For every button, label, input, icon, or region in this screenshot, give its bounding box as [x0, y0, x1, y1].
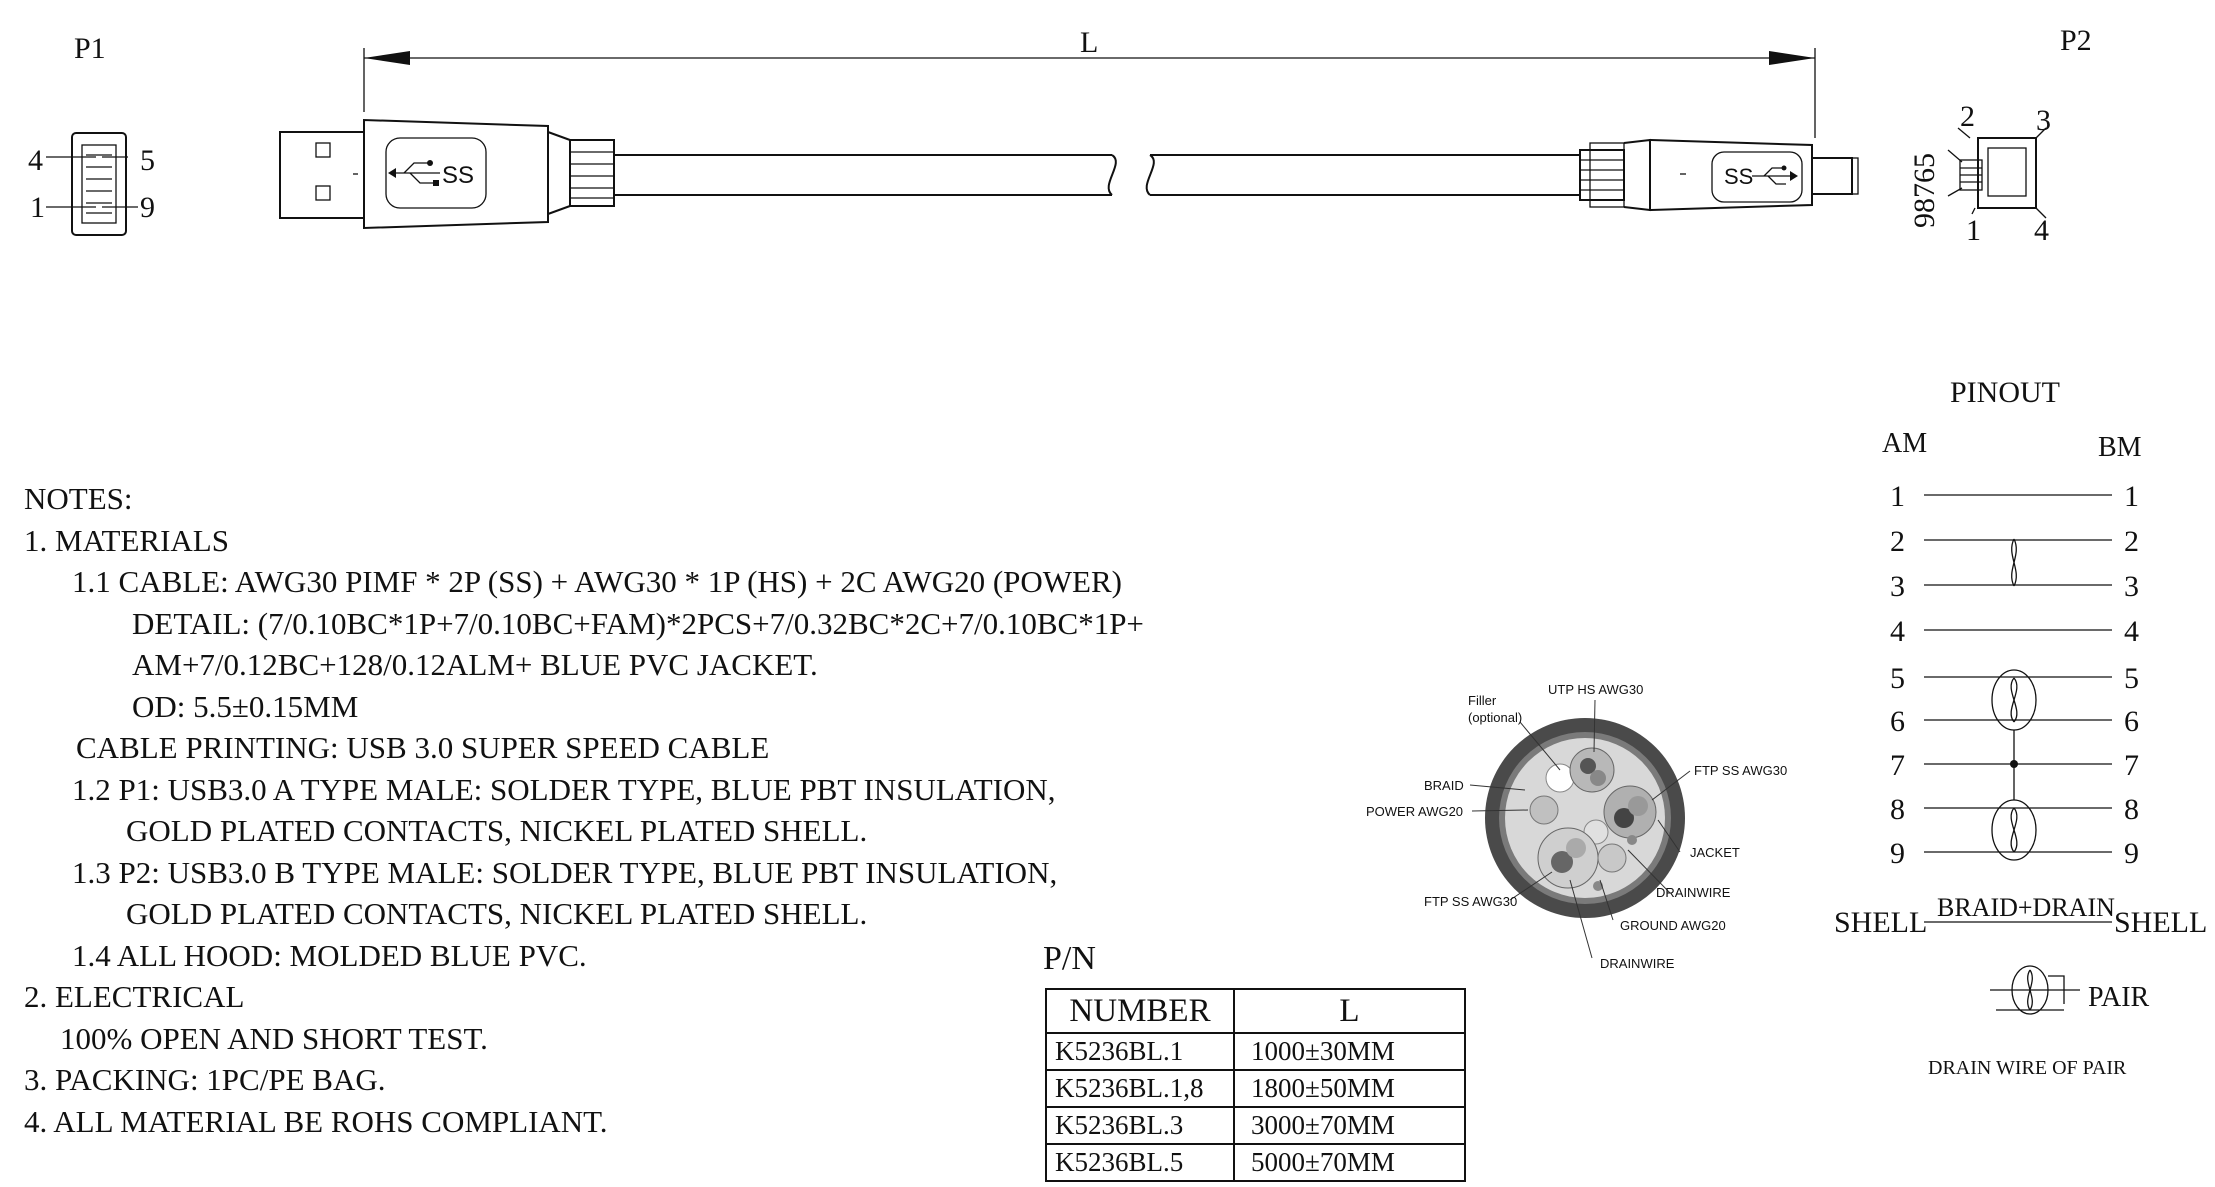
length-dimension [364, 26, 1815, 138]
p1-face-view [28, 133, 155, 235]
pn-header-number: NUMBER [1046, 989, 1234, 1033]
usb-a-plug [280, 120, 614, 228]
svg-text:UTP HS AWG30: UTP HS AWG30 [1548, 682, 1644, 697]
note-line: 1.1 CABLE: AWG30 PIMF * 2P (SS) + AWG30 * 1P (HS) + 2C AWG20 (POWER) [72, 564, 1122, 599]
svg-text:SS: SS [442, 162, 475, 189]
note-line: 1.4 ALL HOOD: MOLDED BLUE PVC. [72, 937, 587, 973]
p2-pin-2: 2 [1960, 100, 1975, 133]
pinout-bm-pin: 6 [2124, 705, 2139, 738]
pn-number: K5236BL.5 [1046, 1144, 1234, 1181]
pn-number: K5236BL.3 [1046, 1107, 1234, 1144]
usb-b-plug [1580, 140, 1858, 210]
pinout-bm-pin: 8 [2124, 793, 2139, 826]
note-line: 1. MATERIALS [24, 522, 229, 558]
pn-title: P/N [1043, 940, 1096, 977]
usb-ss-logo-right [1724, 164, 1798, 189]
note-line: 100% OPEN AND SHORT TEST. [60, 1020, 488, 1056]
pinout-am-pin: 2 [1890, 525, 1905, 558]
note-line: GOLD PLATED CONTACTS, NICKEL PLATED SHELL. [126, 813, 868, 848]
pair-legend [1928, 966, 2150, 1079]
note-line: GOLD PLATED CONTACTS, NICKEL PLATED SHELL. [126, 896, 868, 931]
usb-ss-logo-left [388, 160, 474, 189]
note-line: 1.3 P2: USB3.0 B TYPE MALE: SOLDER TYPE, BLUE PBT INSULATION, [72, 854, 1058, 890]
note-line: 3. PACKING: 1PC/PE BAG. [24, 1062, 386, 1097]
table-row [1046, 1107, 1465, 1144]
pinout-shell-link: BRAID+DRAIN [1937, 893, 2115, 922]
notes-block [24, 478, 1144, 1142]
p2-pin-1: 1 [1966, 214, 1981, 247]
svg-text:DRAINWIRE: DRAINWIRE [1656, 885, 1731, 900]
pn-header-row [1046, 989, 1465, 1033]
p2-pin-98765: 98765 [1908, 153, 1941, 228]
pinout-shell-right: SHELL [2114, 906, 2208, 939]
pinout-am-pin: 4 [1890, 615, 1905, 648]
p1-pin-1: 1 [30, 191, 45, 224]
pn-length: 1800±50MM [1234, 1070, 1465, 1107]
table-row [1046, 1033, 1465, 1070]
pinout-am-pin: 8 [1890, 793, 1905, 826]
pinout-am-pin: 6 [1890, 705, 1905, 738]
svg-text:FTP SS AWG30: FTP SS AWG30 [1694, 763, 1788, 778]
svg-text:DRAINWIRE: DRAINWIRE [1600, 956, 1675, 971]
p1-pin-4: 4 [28, 144, 43, 177]
svg-text:PAIR: PAIR [2088, 982, 2150, 1013]
pn-number: K5236BL.1 [1046, 1033, 1234, 1070]
table-row [1046, 1070, 1465, 1107]
pinout-am-pin: 7 [1890, 749, 1905, 782]
svg-text:JACKET: JACKET [1690, 845, 1740, 860]
note-line: AM+7/0.12BC+128/0.12ALM+ BLUE PVC JACKET. [132, 647, 818, 682]
pinout-am-header: AM [1882, 428, 1928, 459]
svg-text:GROUND AWG20: GROUND AWG20 [1620, 918, 1726, 933]
table-row [1046, 1144, 1465, 1181]
pn-length: 3000±70MM [1234, 1107, 1465, 1144]
pinout-bm-pin: 2 [2124, 525, 2139, 558]
note-line: 1.2 P1: USB3.0 A TYPE MALE: SOLDER TYPE, BLUE PBT INSULATION, [72, 771, 1056, 807]
notes-heading: NOTES: [24, 481, 133, 516]
p1-label: P1 [74, 32, 106, 65]
pinout-bm-pin: 7 [2124, 749, 2139, 782]
pinout-bm-pin: 3 [2124, 570, 2139, 603]
svg-text:Filler: Filler [1468, 693, 1497, 708]
pinout-bm-pin: 5 [2124, 662, 2139, 695]
p2-face-view [1908, 100, 2051, 247]
length-label: L [1080, 26, 1099, 59]
svg-text:SS: SS [1724, 164, 1754, 189]
cable-cross-section [1366, 682, 1787, 971]
note-line: OD: 5.5±0.15MM [132, 688, 359, 724]
pn-number: K5236BL.1,8 [1046, 1070, 1234, 1107]
pinout-bm-pin: 1 [2124, 480, 2139, 513]
pn-header-length: L [1234, 989, 1465, 1033]
pinout-am-pin: 9 [1890, 837, 1905, 870]
pinout-bm-header: BM [2098, 432, 2142, 463]
note-line: CABLE PRINTING: USB 3.0 SUPER SPEED CABLE [76, 730, 770, 765]
p2-pin-3: 3 [2036, 104, 2051, 137]
pinout-shell-left: SHELL [1834, 906, 1928, 939]
svg-text:FTP SS AWG30: FTP SS AWG30 [1424, 894, 1518, 909]
pinout-bm-pin: 4 [2124, 615, 2139, 648]
p2-pin-4: 4 [2034, 214, 2049, 247]
p1-pin-9: 9 [140, 191, 155, 224]
note-line: 4. ALL MATERIAL BE ROHS COMPLIANT. [24, 1103, 608, 1139]
cable-body [614, 155, 1580, 195]
svg-text:POWER AWG20: POWER AWG20 [1366, 804, 1464, 819]
pinout-title: PINOUT [1950, 376, 2060, 409]
pinout-am-pin: 1 [1890, 480, 1905, 513]
p2-label: P2 [2060, 24, 2092, 57]
pinout-am-pin: 3 [1890, 570, 1905, 603]
pn-table [1045, 988, 1466, 1182]
pinout-bm-pin: 9 [2124, 837, 2139, 870]
pinout-am-pin: 5 [1890, 662, 1905, 695]
note-line: DETAIL: (7/0.10BC*1P+7/0.10BC+FAM)*2PCS+7/0.32BC*2C+7/0.10BC*1P+ [132, 605, 1144, 641]
pinout-diagram [1834, 376, 2207, 1079]
note-line: 2. ELECTRICAL [24, 979, 245, 1014]
pn-length: 1000±30MM [1234, 1033, 1465, 1070]
svg-text:(optional): (optional) [1468, 710, 1523, 725]
svg-text:DRAIN WIRE OF PAIR: DRAIN WIRE OF PAIR [1928, 1057, 2127, 1079]
svg-text:BRAID: BRAID [1424, 778, 1464, 793]
p1-pin-5: 5 [140, 144, 155, 177]
pn-length: 5000±70MM [1234, 1144, 1465, 1181]
